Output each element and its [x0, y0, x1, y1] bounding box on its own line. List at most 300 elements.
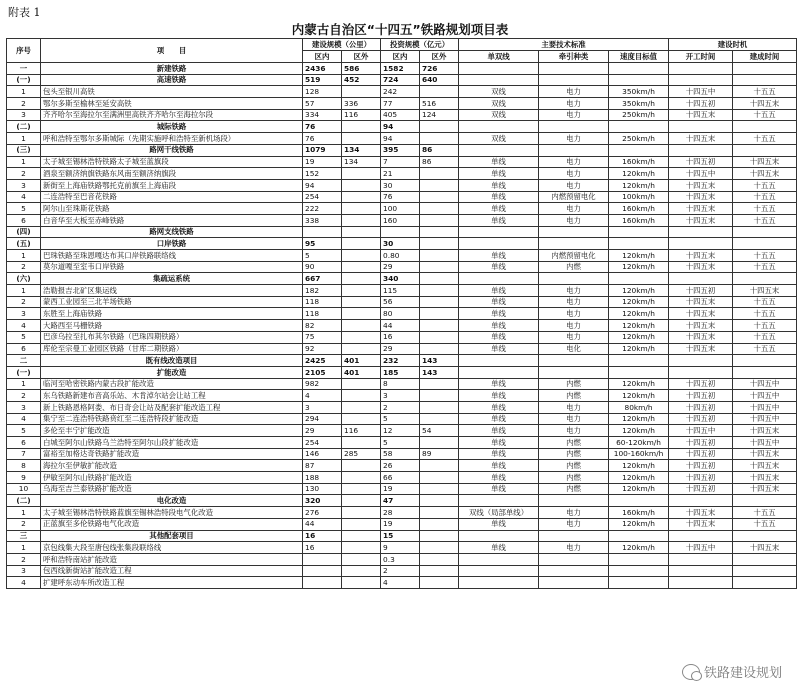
cell-scale-in: 3: [303, 401, 342, 413]
cell-invest-out: 89: [420, 448, 459, 460]
cell-project: 浩勒报吉北矿区集运线: [41, 285, 303, 297]
cell-speed: 80km/h: [609, 401, 669, 413]
cell-scale-in: 320: [303, 495, 342, 507]
cell-finish: [733, 366, 797, 378]
cell-traction: 内燃: [539, 378, 609, 390]
cell-scale-out: [342, 86, 381, 98]
cell-speed: 120km/h: [609, 542, 669, 554]
cell-traction: [539, 273, 609, 285]
cell-invest-in: 100: [381, 203, 420, 215]
cell-invest-in: 185: [381, 366, 420, 378]
cell-project: 城际铁路: [41, 121, 303, 133]
cell-start: 十四五初: [669, 285, 733, 297]
cell-traction: 电力: [539, 203, 609, 215]
cell-invest-out: [420, 542, 459, 554]
cell-scale-in: 94: [303, 179, 342, 191]
cell-project: 白音华至大板至赤峰铁路: [41, 214, 303, 226]
cell-invest-in: 66: [381, 472, 420, 484]
cell-project: 鄂尔多斯至榆林至延安高铁: [41, 98, 303, 110]
cell-speed: 120km/h: [609, 378, 669, 390]
section-row: [7, 495, 797, 507]
cell-project: 京包线集大段至唐包线张集段联络线: [41, 542, 303, 554]
cell-speed: 120km/h: [609, 460, 669, 472]
cell-traction: [539, 565, 609, 577]
table-row: [7, 437, 797, 449]
cell-scale-in: 16: [303, 530, 342, 542]
cell-scale-in: 294: [303, 413, 342, 425]
cell-scale-in: 2436: [303, 63, 342, 75]
cell-invest-out: [420, 285, 459, 297]
cell-track: 单线: [459, 472, 539, 484]
cell-track: [459, 553, 539, 565]
cell-traction: 电力: [539, 542, 609, 554]
cell-track: 单线: [459, 390, 539, 402]
header-seq: 序号: [7, 39, 41, 63]
cell-seq: 2: [7, 98, 41, 110]
cell-seq: 10: [7, 483, 41, 495]
table-row: [7, 401, 797, 413]
cell-scale-in: 57: [303, 98, 342, 110]
cell-track: 单线: [459, 401, 539, 413]
cell-finish: 十五五: [733, 179, 797, 191]
section-row: [7, 226, 797, 238]
cell-traction: [539, 74, 609, 86]
subheader-invest-in: 区内: [381, 51, 420, 63]
cell-project: 巴珠铁路至珠恩嘎达布其口岸铁路联络线: [41, 250, 303, 262]
cell-seq: (一): [7, 74, 41, 86]
document-title: 内蒙古自治区“十四五”铁路规划项目表: [291, 22, 509, 37]
cell-speed: [609, 577, 669, 589]
cell-traction: 电力: [539, 168, 609, 180]
cell-seq: 4: [7, 320, 41, 332]
cell-start: 十四五末: [669, 343, 733, 355]
table-row: [7, 296, 797, 308]
cell-project: 临河至哈密铁路内蒙古段扩能改造: [41, 378, 303, 390]
cell-track: 单线: [459, 460, 539, 472]
cell-scale-in: 182: [303, 285, 342, 297]
cell-seq: 6: [7, 437, 41, 449]
cell-speed: [609, 121, 669, 133]
cell-scale-out: [342, 133, 381, 145]
cell-scale-in: 276: [303, 507, 342, 519]
cell-scale-in: 338: [303, 214, 342, 226]
cell-invest-in: 28: [381, 507, 420, 519]
cell-project: 酒泉至额济纳旗铁路东风南至额济纳旗段: [41, 168, 303, 180]
cell-scale-out: [342, 472, 381, 484]
cell-invest-out: [420, 401, 459, 413]
cell-speed: [609, 495, 669, 507]
table-row: [7, 133, 797, 145]
cell-project: 伊敏至阿尔山铁路扩能改造: [41, 472, 303, 484]
cell-track: [459, 565, 539, 577]
cell-speed: 120km/h: [609, 343, 669, 355]
cell-scale-in: 118: [303, 308, 342, 320]
cell-scale-out: [342, 343, 381, 355]
cell-seq: 2: [7, 296, 41, 308]
table-row: [7, 320, 797, 332]
cell-start: [669, 144, 733, 156]
cell-track: 单线: [459, 378, 539, 390]
cell-traction: 内燃: [539, 483, 609, 495]
cell-start: 十四五末: [669, 109, 733, 121]
cell-finish: 十四五末: [733, 460, 797, 472]
cell-seq: 3: [7, 565, 41, 577]
cell-start: [669, 74, 733, 86]
cell-track: [459, 530, 539, 542]
cell-invest-out: [420, 179, 459, 191]
cell-start: [669, 366, 733, 378]
cell-invest-in: 395: [381, 144, 420, 156]
cell-speed: 160km/h: [609, 214, 669, 226]
table-row: [7, 331, 797, 343]
cell-invest-out: [420, 273, 459, 285]
cell-seq: 二: [7, 355, 41, 367]
cell-seq: 2: [7, 518, 41, 530]
cell-invest-out: 143: [420, 366, 459, 378]
watermark: [682, 662, 782, 681]
table-row: [7, 250, 797, 262]
cell-track: 单线: [459, 448, 539, 460]
cell-start: 十四五初: [669, 378, 733, 390]
cell-scale-in: 90: [303, 261, 342, 273]
cell-scale-out: [342, 308, 381, 320]
cell-start: [669, 63, 733, 75]
cell-finish: 十五五: [733, 308, 797, 320]
cell-scale-out: [342, 273, 381, 285]
cell-invest-in: 4: [381, 577, 420, 589]
cell-start: 十四五末: [669, 214, 733, 226]
table-row: [7, 261, 797, 273]
cell-track: 单线: [459, 518, 539, 530]
cell-seq: 1: [7, 507, 41, 519]
cell-finish: 十五五: [733, 296, 797, 308]
cell-scale-in: 75: [303, 331, 342, 343]
cell-track: 单线: [459, 156, 539, 168]
cell-scale-in: 92: [303, 343, 342, 355]
header-project: 项 目: [41, 39, 303, 63]
table-row: [7, 191, 797, 203]
cell-finish: 十五五: [733, 518, 797, 530]
cell-invest-out: [420, 238, 459, 250]
cell-project: 二连浩特至巴音花铁路: [41, 191, 303, 203]
cell-finish: 十五五: [733, 133, 797, 145]
cell-scale-in: 188: [303, 472, 342, 484]
cell-finish: [733, 565, 797, 577]
cell-speed: 250km/h: [609, 109, 669, 121]
cell-finish: 十五五: [733, 343, 797, 355]
cell-project: 集宁至二连浩特铁路贲红至二连浩特段扩能改造: [41, 413, 303, 425]
cell-finish: 十四五末: [733, 156, 797, 168]
cell-project: 扩建呼东动车所改造工程: [41, 577, 303, 589]
cell-invest-out: [420, 214, 459, 226]
cell-invest-out: [420, 261, 459, 273]
cell-start: [669, 238, 733, 250]
cell-seq: 2: [7, 261, 41, 273]
cell-track: 单线: [459, 331, 539, 343]
cell-invest-out: [420, 507, 459, 519]
cell-track: [459, 273, 539, 285]
cell-start: 十四五初: [669, 156, 733, 168]
cell-speed: [609, 565, 669, 577]
cell-invest-in: 115: [381, 285, 420, 297]
cell-seq: 3: [7, 109, 41, 121]
cell-start: 十四五初: [669, 448, 733, 460]
cell-scale-out: [342, 296, 381, 308]
cell-seq: 6: [7, 214, 41, 226]
cell-traction: 电力: [539, 86, 609, 98]
cell-finish: [733, 144, 797, 156]
cell-track: 单线: [459, 296, 539, 308]
cell-invest-in: 19: [381, 483, 420, 495]
section-row: [7, 121, 797, 133]
cell-start: 十四五末: [669, 507, 733, 519]
cell-track: 单线: [459, 425, 539, 437]
railway-project-table: [6, 38, 797, 589]
cell-invest-out: [420, 553, 459, 565]
cell-traction: 内燃: [539, 472, 609, 484]
cell-track: 双线: [459, 98, 539, 110]
cell-invest-out: [420, 565, 459, 577]
cell-invest-in: 3: [381, 390, 420, 402]
cell-track: 单线: [459, 191, 539, 203]
cell-traction: 内燃: [539, 390, 609, 402]
cell-seq: 1: [7, 86, 41, 98]
cell-seq: (一): [7, 366, 41, 378]
cell-traction: [539, 553, 609, 565]
cell-scale-out: [342, 530, 381, 542]
cell-finish: 十五五: [733, 261, 797, 273]
cell-speed: 120km/h: [609, 483, 669, 495]
cell-track: 单线: [459, 285, 539, 297]
cell-finish: [733, 530, 797, 542]
cell-invest-in: 724: [381, 74, 420, 86]
cell-traction: 电力: [539, 109, 609, 121]
subheader-start: 开工时间: [669, 51, 733, 63]
cell-start: [669, 530, 733, 542]
cell-start: [669, 121, 733, 133]
cell-project: 既有线改造项目: [41, 355, 303, 367]
cell-scale-out: [342, 460, 381, 472]
section-row: [7, 238, 797, 250]
cell-project: 库伦至宗曼工业园区铁路（甘库二期铁路）: [41, 343, 303, 355]
cell-traction: 内燃: [539, 437, 609, 449]
cell-invest-in: 7: [381, 156, 420, 168]
cell-traction: 内燃预留电化: [539, 191, 609, 203]
subheader-scale-out: 区外: [342, 51, 381, 63]
cell-start: 十四五初: [669, 401, 733, 413]
cell-start: 十四五末: [669, 179, 733, 191]
cell-speed: 120km/h: [609, 472, 669, 484]
cell-invest-out: [420, 121, 459, 133]
cell-invest-out: [420, 133, 459, 145]
cell-start: 十四五末: [669, 296, 733, 308]
table-row: [7, 507, 797, 519]
cell-track: 单线: [459, 203, 539, 215]
cell-traction: 电力: [539, 320, 609, 332]
cell-project: 正蓝旗至多伦铁路电气化改造: [41, 518, 303, 530]
cell-invest-out: [420, 577, 459, 589]
cell-invest-in: 12: [381, 425, 420, 437]
cell-speed: 120km/h: [609, 390, 669, 402]
cell-project: 包西线新街站扩能改造工程: [41, 565, 303, 577]
cell-project: 呼和浩特南站扩能改造: [41, 553, 303, 565]
cell-scale-out: [342, 261, 381, 273]
cell-invest-in: 5: [381, 413, 420, 425]
cell-speed: 60-120km/h: [609, 437, 669, 449]
table-row: [7, 203, 797, 215]
cell-invest-in: 76: [381, 191, 420, 203]
annex-label: 附表 1: [8, 6, 41, 19]
cell-start: 十四五末: [669, 261, 733, 273]
cell-scale-in: 5: [303, 250, 342, 262]
cell-invest-out: [420, 472, 459, 484]
cell-project: 太子城至锡林浩特铁路蓝旗至锡林浩特段电气化改造: [41, 507, 303, 519]
cell-start: 十四五中: [669, 86, 733, 98]
cell-project: 扩能改造: [41, 366, 303, 378]
cell-project: 新建铁路: [41, 63, 303, 75]
cell-invest-out: 143: [420, 355, 459, 367]
cell-speed: 100km/h: [609, 191, 669, 203]
cell-start: 十四五末: [669, 133, 733, 145]
cell-track: 单线: [459, 542, 539, 554]
cell-finish: 十五五: [733, 331, 797, 343]
subheader-track: 单双线: [459, 51, 539, 63]
table-row: [7, 413, 797, 425]
cell-speed: [609, 144, 669, 156]
cell-scale-in: 2425: [303, 355, 342, 367]
cell-traction: 电力: [539, 285, 609, 297]
table-row: [7, 542, 797, 554]
table-body: [7, 63, 797, 589]
cell-project: 蒙西工业园至三北羊场铁路: [41, 296, 303, 308]
section-row: [7, 366, 797, 378]
cell-scale-out: [342, 320, 381, 332]
cell-scale-out: [342, 565, 381, 577]
cell-finish: 十四五中: [733, 401, 797, 413]
cell-scale-in: 334: [303, 109, 342, 121]
cell-scale-in: 76: [303, 121, 342, 133]
cell-project: 路网干线铁路: [41, 144, 303, 156]
cell-finish: [733, 226, 797, 238]
cell-scale-out: [342, 437, 381, 449]
cell-seq: 1: [7, 156, 41, 168]
cell-start: 十四五末: [669, 320, 733, 332]
cell-invest-out: [420, 86, 459, 98]
cell-scale-out: [342, 553, 381, 565]
cell-start: 十四五末: [669, 308, 733, 320]
cell-track: 双线（局部单线）: [459, 507, 539, 519]
cell-seq: 1: [7, 285, 41, 297]
cell-speed: 120km/h: [609, 320, 669, 332]
header-row-1: [7, 39, 797, 51]
wechat-icon: [682, 664, 700, 680]
cell-track: 单线: [459, 308, 539, 320]
cell-seq: 2: [7, 553, 41, 565]
cell-track: 双线: [459, 109, 539, 121]
header-tech: 主要技术标准: [459, 39, 669, 51]
cell-scale-out: 116: [342, 109, 381, 121]
cell-scale-in: 254: [303, 191, 342, 203]
subheader-invest-out: 区外: [420, 51, 459, 63]
cell-scale-in: 44: [303, 518, 342, 530]
cell-scale-in: 87: [303, 460, 342, 472]
cell-track: 单线: [459, 214, 539, 226]
cell-invest-in: 30: [381, 238, 420, 250]
cell-finish: [733, 121, 797, 133]
cell-track: [459, 121, 539, 133]
cell-traction: [539, 355, 609, 367]
table-row: [7, 86, 797, 98]
cell-project: 大路西至马栅铁路: [41, 320, 303, 332]
cell-invest-out: [420, 413, 459, 425]
cell-project: 包头至银川高铁: [41, 86, 303, 98]
cell-scale-out: [342, 238, 381, 250]
cell-invest-in: 21: [381, 168, 420, 180]
cell-scale-out: 452: [342, 74, 381, 86]
header-timing: 建设时机: [669, 39, 797, 51]
cell-project: 巴彦乌拉至扎布其尔铁路（巴珠四期铁路）: [41, 331, 303, 343]
cell-traction: [539, 63, 609, 75]
table-row: [7, 214, 797, 226]
cell-scale-in: 982: [303, 378, 342, 390]
cell-project: 多伦至丰宁扩能改造: [41, 425, 303, 437]
cell-start: 十四五末: [669, 331, 733, 343]
table-row: [7, 308, 797, 320]
cell-traction: 电力: [539, 214, 609, 226]
table-row: [7, 565, 797, 577]
cell-seq: 1: [7, 542, 41, 554]
cell-finish: 十五五: [733, 203, 797, 215]
cell-track: 单线: [459, 483, 539, 495]
cell-invest-out: 124: [420, 109, 459, 121]
cell-track: 单线: [459, 168, 539, 180]
table-row: [7, 343, 797, 355]
cell-speed: [609, 63, 669, 75]
cell-scale-in: [303, 577, 342, 589]
cell-invest-in: 0.3: [381, 553, 420, 565]
cell-finish: 十五五: [733, 109, 797, 121]
cell-scale-in: 82: [303, 320, 342, 332]
cell-invest-in: 19: [381, 518, 420, 530]
cell-finish: 十四五中: [733, 413, 797, 425]
cell-seq: (四): [7, 226, 41, 238]
cell-seq: (二): [7, 121, 41, 133]
cell-project: 阿尔山至珠斯花铁路: [41, 203, 303, 215]
cell-traction: 电力: [539, 413, 609, 425]
cell-invest-in: 26: [381, 460, 420, 472]
table-row: [7, 285, 797, 297]
cell-speed: [609, 226, 669, 238]
cell-speed: 120km/h: [609, 308, 669, 320]
cell-track: 单线: [459, 413, 539, 425]
cell-start: 十四五初: [669, 413, 733, 425]
cell-finish: 十四五中: [733, 390, 797, 402]
cell-track: [459, 577, 539, 589]
cell-scale-out: [342, 518, 381, 530]
section-row: [7, 74, 797, 86]
cell-traction: 内燃: [539, 460, 609, 472]
cell-seq: 9: [7, 472, 41, 484]
cell-project: 太子城至锡林浩特铁路太子城至蓝旗段: [41, 156, 303, 168]
cell-traction: 电力: [539, 133, 609, 145]
cell-speed: 120km/h: [609, 413, 669, 425]
cell-seq: 3: [7, 401, 41, 413]
cell-track: [459, 74, 539, 86]
cell-finish: [733, 355, 797, 367]
cell-seq: 8: [7, 460, 41, 472]
cell-invest-in: 9: [381, 542, 420, 554]
cell-scale-out: 134: [342, 144, 381, 156]
